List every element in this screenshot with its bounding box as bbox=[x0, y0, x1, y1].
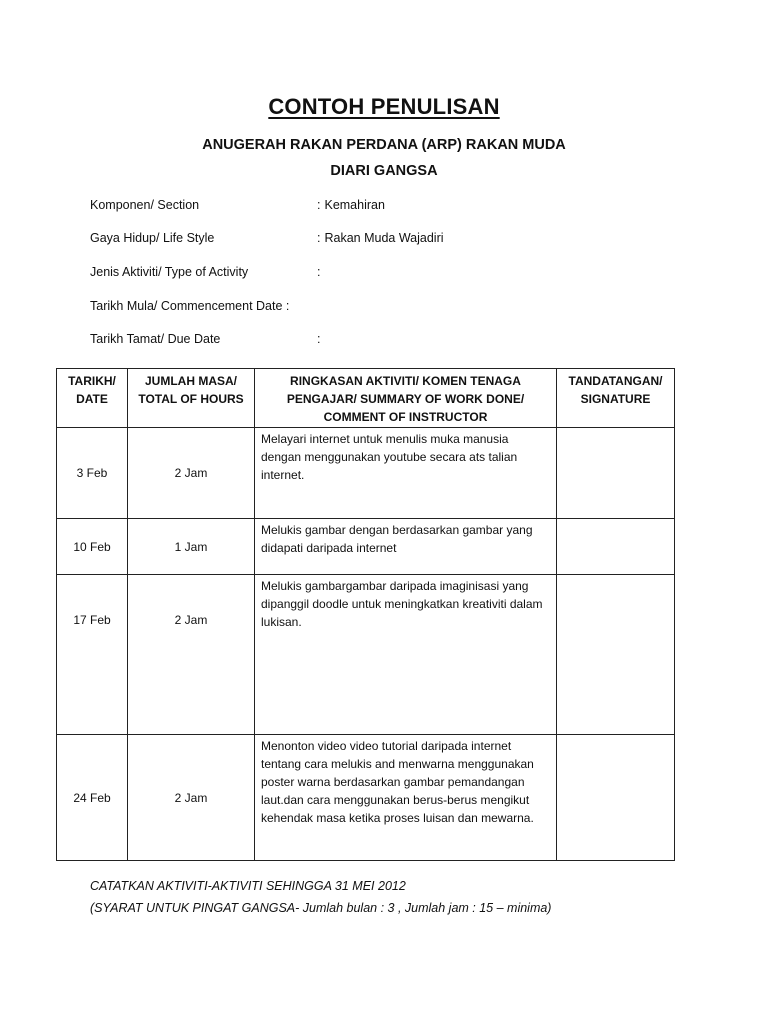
info-label: Jenis Aktiviti/ Type of Activity bbox=[90, 265, 249, 279]
cell-date: 17 Feb bbox=[57, 575, 128, 735]
info-row-section bbox=[90, 196, 590, 214]
cell-hours: 2 Jam bbox=[128, 575, 255, 735]
info-value-group bbox=[317, 229, 444, 247]
info-row-lifestyle bbox=[90, 229, 590, 247]
cell-signature bbox=[557, 428, 675, 519]
cell-signature bbox=[557, 735, 675, 861]
info-value-group bbox=[317, 196, 385, 214]
info-value-group bbox=[317, 330, 324, 348]
info-row-activity-type bbox=[90, 263, 590, 281]
info-row-commencement-date bbox=[90, 297, 590, 315]
cell-date: 3 Feb bbox=[57, 428, 128, 519]
cell-summary: Melayari internet untuk menulis muka manusia dengan menggunakan youtube secara ats talian internet. bbox=[255, 428, 557, 519]
info-label: Tarikh Mula/ Commencement Date : bbox=[90, 299, 290, 313]
table-row bbox=[57, 735, 675, 861]
cell-summary: Melukis gambar dengan berdasarkan gambar yang didapati daripada internet bbox=[255, 519, 557, 575]
cell-summary: Menonton video video tutorial daripada internet tentang cara melukis and menwarna menggunakan poster warna berdasarkan gambar pemandangan laut.dan cara menggunakan berus-berus mengikut kehendak masa ketika proses luisan dan mewarna. bbox=[255, 735, 557, 861]
info-label: Gaya Hidup/ Life Style bbox=[90, 231, 215, 245]
cell-signature bbox=[557, 519, 675, 575]
cell-summary: Melukis gambargambar daripada imaginisasi yang dipanggil doodle untuk meningkatkan kreativiti dalam lukisan. bbox=[255, 575, 557, 735]
table-row bbox=[57, 519, 675, 575]
info-colon: : bbox=[317, 198, 321, 212]
cell-hours: 2 Jam bbox=[128, 428, 255, 519]
column-header-signature: TANDATANGAN/ SIGNATURE bbox=[557, 369, 675, 428]
column-header-date: TARIKH/ DATE bbox=[57, 369, 128, 428]
cell-date: 10 Feb bbox=[57, 519, 128, 575]
award-subtitle: ANUGERAH RAKAN PERDANA (ARP) RAKAN MUDA bbox=[202, 137, 566, 153]
info-colon: : bbox=[317, 265, 321, 279]
diary-table bbox=[56, 368, 675, 861]
diary-subtitle: DIARI GANGSA bbox=[330, 163, 438, 179]
table-row bbox=[57, 428, 675, 519]
info-label: Komponen/ Section bbox=[90, 198, 200, 212]
table-row bbox=[57, 575, 675, 735]
info-label: Tarikh Tamat/ Due Date bbox=[90, 332, 221, 346]
cell-date: 24 Feb bbox=[57, 735, 128, 861]
column-header-hours: JUMLAH MASA/ TOTAL OF HOURS bbox=[128, 369, 255, 428]
note-bronze-requirement: (SYARAT UNTUK PINGAT GANGSA- Jumlah bulan : 3 , Jumlah jam : 15 – minima) bbox=[90, 901, 552, 915]
info-value-group bbox=[317, 263, 324, 281]
cell-signature bbox=[557, 575, 675, 735]
note-record-activities: CATATKAN AKTIVITI-AKTIVITI SEHINGGA 31 MEI 2012 bbox=[90, 879, 406, 893]
page-title: CONTOH PENULISAN bbox=[268, 94, 500, 119]
info-colon: : bbox=[317, 332, 321, 346]
info-value: Rakan Muda Wajadiri bbox=[324, 231, 444, 245]
table-header-row bbox=[57, 369, 675, 428]
info-colon: : bbox=[317, 231, 321, 245]
cell-hours: 2 Jam bbox=[128, 735, 255, 861]
info-value: Kemahiran bbox=[324, 198, 385, 212]
info-row-due-date bbox=[90, 330, 590, 348]
cell-hours: 1 Jam bbox=[128, 519, 255, 575]
column-header-summary: RINGKASAN AKTIVITI/ KOMEN TENAGA PENGAJAR/ SUMMARY OF WORK DONE/ COMMENT OF INSTRUCTOR bbox=[255, 369, 557, 428]
